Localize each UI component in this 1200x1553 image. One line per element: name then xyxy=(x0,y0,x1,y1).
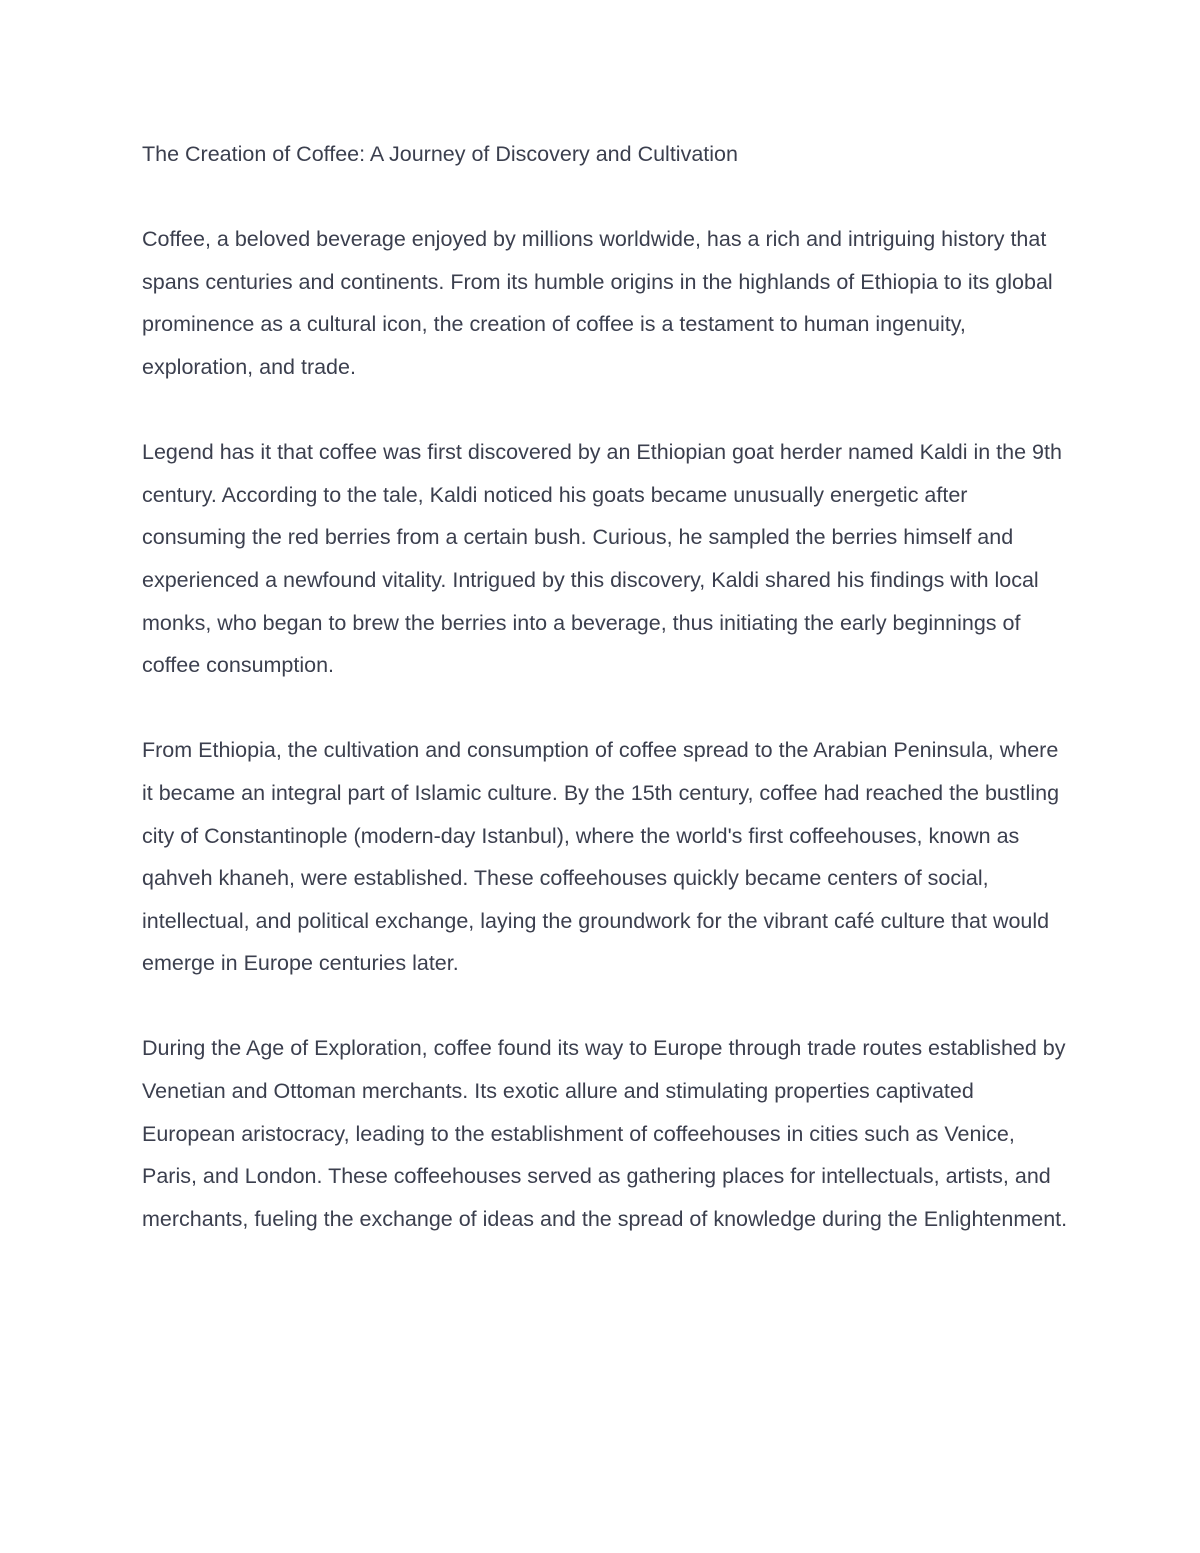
paragraph-intro: Coffee, a beloved beverage enjoyed by millions worldwide, has a rich and intriguing history that spans centuries and continents. From its humble origins in the highlands of Ethiopia to its global prominence as a cultural icon, the creation of coffee is a testament to human ingenuity, exploration, and trade. xyxy=(142,227,1053,379)
paragraph-legend: Legend has it that coffee was first discovered by an Ethiopian goat herder named Kaldi in the 9th century. According to the tale, Kaldi noticed his goats became unusually energetic after consuming the red berries from a certain bush. Curious, he sampled the berries himself and experienced a newfound vitality. Intrigued by this discovery, Kaldi shared his findings with local monks, who began to brew the berries into a beverage, thus initiating the early beginnings of coffee consumption. xyxy=(142,440,1062,678)
paragraph-spread: From Ethiopia, the cultivation and consumption of coffee spread to the Arabian Peninsula, where it became an integral part of Islamic culture. By the 15th century, coffee had reached the bustling city of Constantinople (modern-day Istanbul), where the world's first coffeehouses, known as qahveh khaneh, were established. These coffeehouses quickly became centers of social, intellectual, and political exchange, laying the groundwork for the vibrant café culture that would emerge in Europe centuries later. xyxy=(142,738,1060,976)
document-title: The Creation of Coffee: A Journey of Discovery and Cultivation xyxy=(142,142,738,166)
document-body xyxy=(142,133,1072,1240)
paragraph-europe: During the Age of Exploration, coffee found its way to Europe through trade routes established by Venetian and Ottoman merchants. Its exotic allure and stimulating properties captivated European aristocracy, leading to the establishment of coffeehouses in cities such as Venice, Paris, and London. These coffeehouses served as gathering places for intellectuals, artists, and merchants, fueling the exchange of ideas and the spread of knowledge during the Enlightenment. xyxy=(142,1036,1068,1231)
